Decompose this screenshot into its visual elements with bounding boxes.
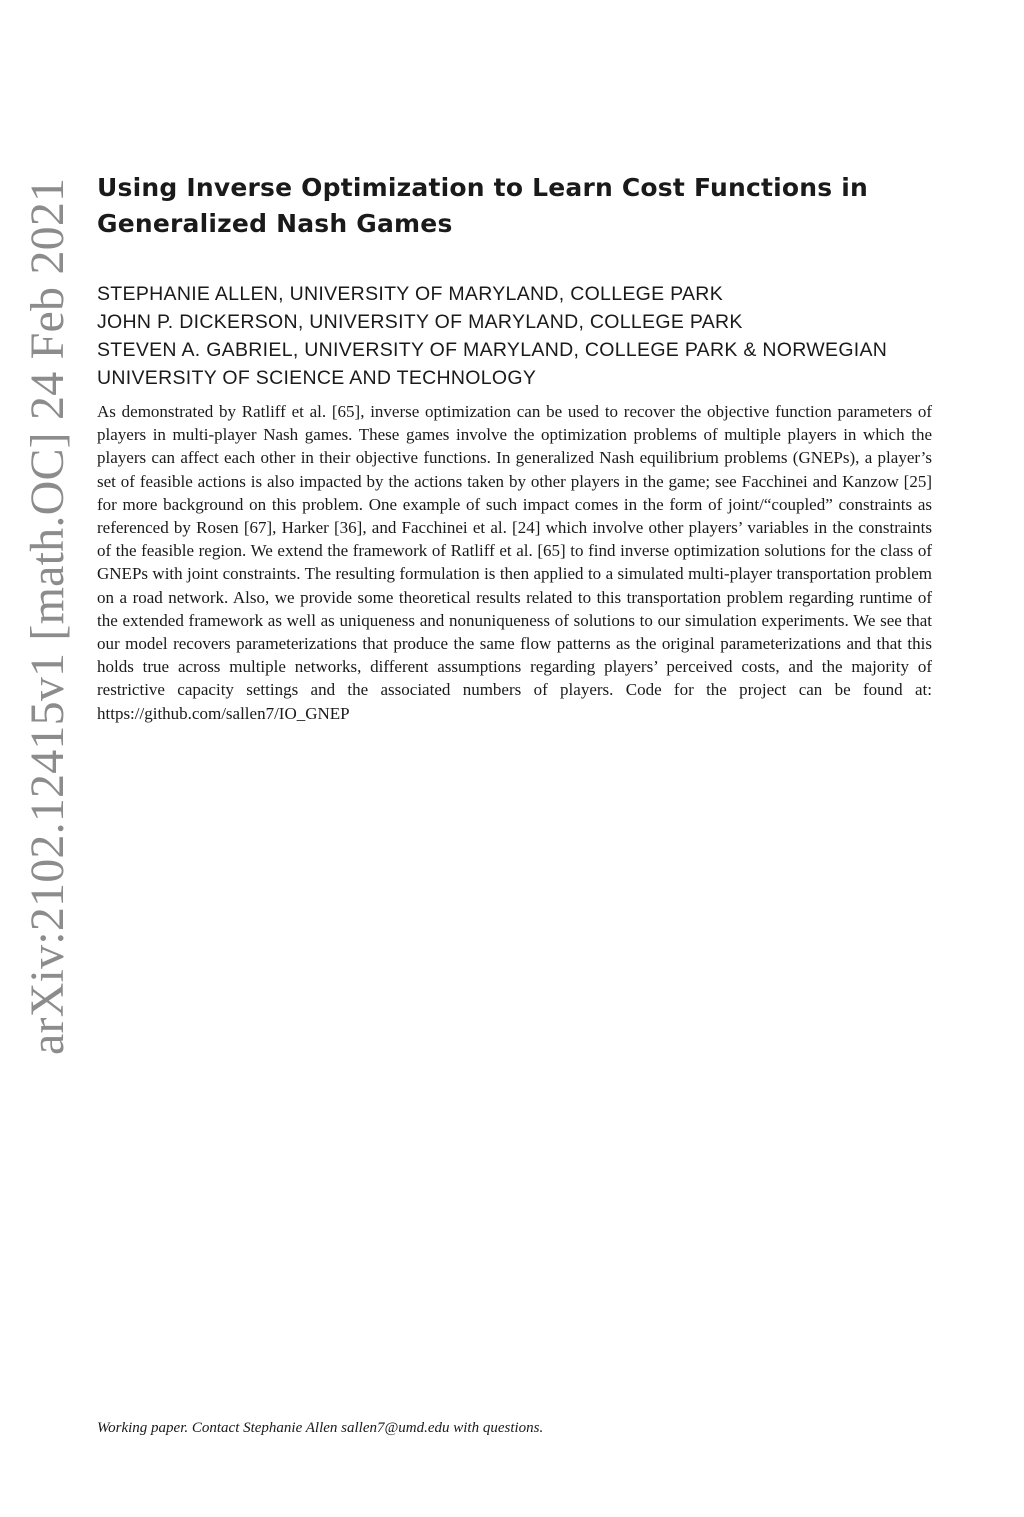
author-line-2: JOHN P. DICKERSON, UNIVERSITY OF MARYLAND, COLLEGE PARK [97,311,743,333]
paper-title-line-1: Using Inverse Optimization to Learn Cost Functions in [97,173,869,202]
author-list [97,280,932,392]
author-line-4: UNIVERSITY OF SCIENCE AND TECHNOLOGY [97,367,537,389]
paper-title-line-2: Generalized Nash Games [97,209,453,238]
author-line-3: STEVEN A. GABRIEL, UNIVERSITY OF MARYLAND, COLLEGE PARK & NORWEGIAN [97,339,888,361]
paper-front-matter [97,170,932,725]
arxiv-identifier-stamp: arXiv:2102.12415v1 [math.OC] 24 Feb 2021 [21,177,74,1055]
footnote: Working paper. Contact Stephanie Allen sallen7@umd.edu with questions. [97,1420,544,1436]
paper-title [97,170,932,242]
author-line-1: STEPHANIE ALLEN, UNIVERSITY OF MARYLAND, COLLEGE PARK [97,283,723,305]
abstract-text: As demonstrated by Ratliff et al. [65], inverse optimization can be used to recover the objective function parameters of players in multi-player Nash games. These games involve the optimization problems of multiple players in which the players can affect each other in their objective functions. In generalized Nash equilibrium problems (GNEPs), a player’s set of feasible actions is also impacted by the actions taken by other players in the game; see Facchinei and Kanzow [25] for more background on this problem. One example of such impact comes in the form of joint/“coupled” constraints as referenced by Rosen [67], Harker [36], and Facchinei et al. [24] which involve other players’ variables in the constraints of the feasible region. We extend the framework of Ratliff et al. [65] to find inverse optimization solutions for the class of GNEPs with joint constraints. The resulting formulation is then applied to a simulated multi-player transportation problem on a road network. Also, we provide some theoretical results related to this transportation problem regarding runtime of the extended framework as well as uniqueness and nonuniqueness of solutions to our simulation experiments. We see that our model recovers parameterizations that produce the same flow patterns as the original parameterizations and that this holds true across multiple networks, different assumptions regarding players’ perceived costs, and the majority of restrictive capacity settings and the associated numbers of players. Code for the project can be found at: https://github.com/sallen7/IO_GNEP [97,402,932,723]
